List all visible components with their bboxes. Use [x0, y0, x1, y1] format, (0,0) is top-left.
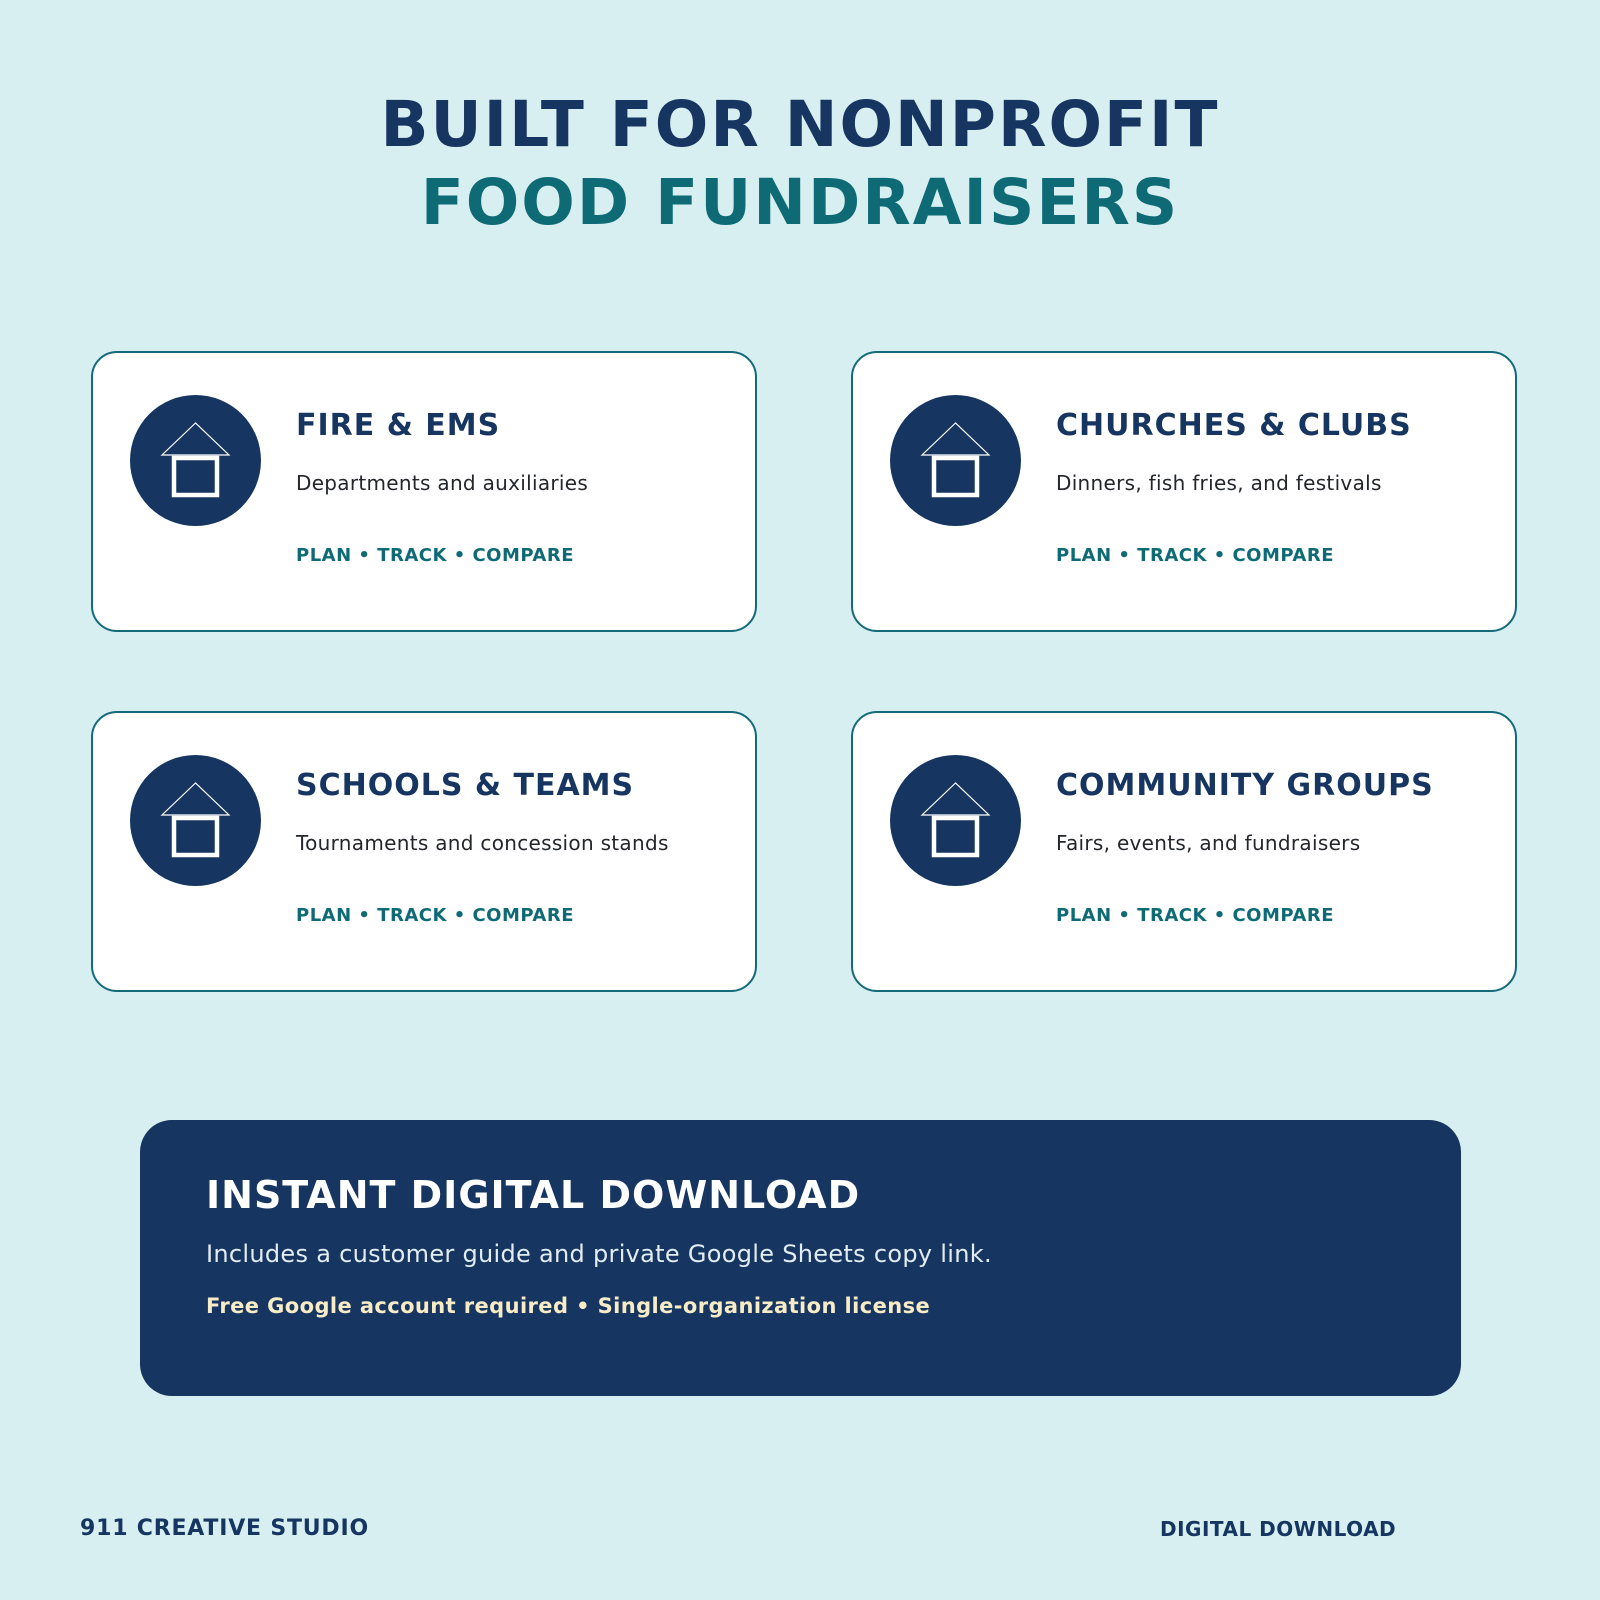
card-tagline: PLAN • TRACK • COMPARE: [296, 545, 575, 566]
card-description: Departments and auxiliaries: [296, 471, 589, 495]
card-title: COMMUNITY GROUPS: [1056, 768, 1434, 803]
card-tagline: PLAN • TRACK • COMPARE: [1056, 905, 1335, 926]
headline-line-1: BUILT FOR NONPROFIT: [380, 88, 1220, 161]
download-banner: [140, 1120, 1461, 1396]
footer-brand: 911 CREATIVE STUDIO: [80, 1516, 369, 1541]
card-description: Tournaments and concession stands: [296, 831, 669, 855]
card-tagline: PLAN • TRACK • COMPARE: [296, 905, 575, 926]
card-fire-ems: [91, 351, 757, 632]
card-schools-teams: [91, 711, 757, 992]
house-icon: [130, 755, 261, 886]
card-title: SCHOOLS & TEAMS: [296, 768, 635, 803]
card-churches-clubs: [851, 351, 1517, 632]
card-description: Fairs, events, and fundraisers: [1056, 831, 1361, 855]
card-tagline: PLAN • TRACK • COMPARE: [1056, 545, 1335, 566]
footer-label: DIGITAL DOWNLOAD: [1160, 1517, 1397, 1541]
headline-line-2: FOOD FUNDRAISERS: [420, 166, 1180, 239]
card-community-groups: [851, 711, 1517, 992]
card-description: Dinners, fish fries, and festivals: [1056, 471, 1382, 495]
banner-note: Free Google account required • Single-organization license: [206, 1294, 931, 1318]
card-title: FIRE & EMS: [296, 408, 501, 443]
house-icon: [890, 755, 1021, 886]
house-icon: [890, 395, 1021, 526]
house-icon: [130, 395, 261, 526]
banner-description: Includes a customer guide and private Google Sheets copy link.: [206, 1240, 992, 1268]
card-title: CHURCHES & CLUBS: [1056, 408, 1412, 443]
banner-title: INSTANT DIGITAL DOWNLOAD: [206, 1173, 861, 1217]
